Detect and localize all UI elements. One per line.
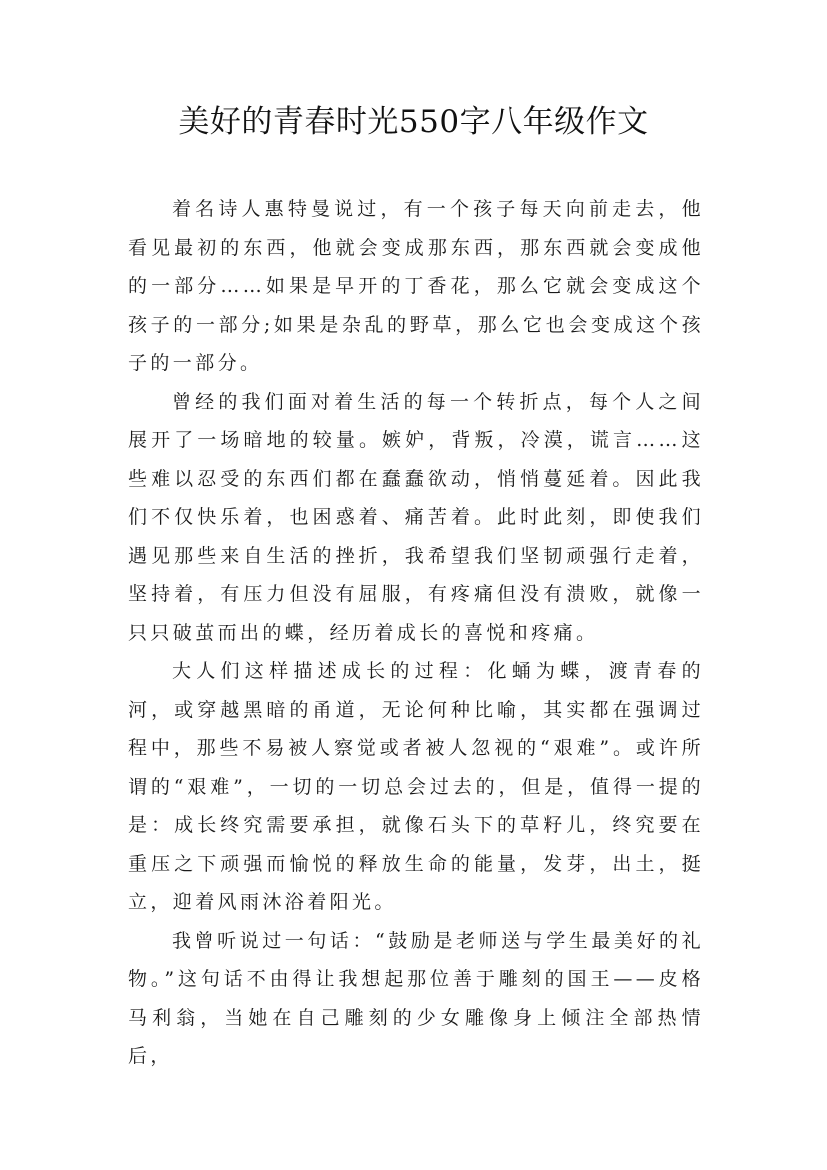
paragraph-1: 着名诗人惠特曼说过，有一个孩子每天向前走去，他看见最初的东西，他就会变成那东西，那东西就会变成他的一部分……如果是早开的丁香花，那么它就会变成这个孩子的一部分;如果是杂乱的野草，那么它也会变成这个孩子的一部分。 [128,198,704,374]
document-body [128,190,704,1076]
paragraph-4: 我曾听说过一句话：“鼓励是老师送与学生最美好的礼物。”这句话不由得让我想起那位善于雕刻的国王——皮格马利翁，当她在自己雕刻的少女雕像身上倾注全部热情后， [128,929,704,1067]
document-title: 美好的青春时光550字八年级作文 [178,104,649,140]
paragraph-3: 大人们这样描述成长的过程：化蛹为蝶，渡青春的河，或穿越黑暗的甬道，无论何种比喻，其实都在强调过程中，那些不易被人察觉或者被人忽视的“艰难”。或许所谓的“艰难”，一切的一切总会过去的，但是，值得一提的是：成长终究需要承担，就像石头下的草籽儿，终究要在重压之下顽强而愉悦的释放生命的能量，发芽，出土，挺立，迎着风雨沐浴着阳光。 [128,660,704,913]
paragraph-2: 曾经的我们面对着生活的每一个转折点，每个人之间展开了一场暗地的较量。嫉妒，背叛，冷漠，谎言……这些难以忍受的东西们都在蠢蠢欲动，悄悄蔓延着。因此我们不仅快乐着，也困惑着、痛苦着。此时此刻，即使我们遇见那些来自生活的挫折，我希望我们坚韧顽强行走着，坚持着，有压力但没有屈服，有疼痛但没有溃败，就像一只只破茧而出的蝶，经历着成长的喜悦和疼痛。 [128,390,704,644]
